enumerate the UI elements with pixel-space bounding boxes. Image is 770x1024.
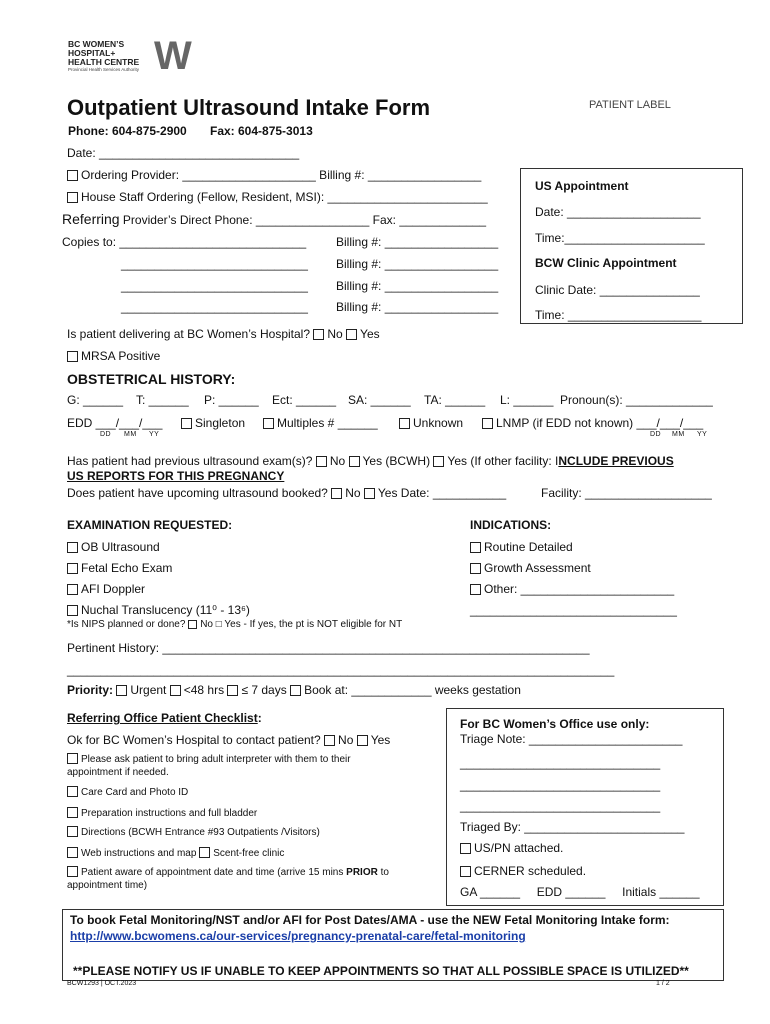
- web-checkbox[interactable]: [67, 847, 78, 858]
- delivering-yes-checkbox[interactable]: [346, 329, 357, 340]
- delivering-question: Is patient delivering at BC Women’s Hospital?: [67, 327, 311, 341]
- aware-line-2: appointment time): [67, 880, 148, 891]
- obstetrical-title: OBSTETRICAL HISTORY:: [67, 371, 236, 387]
- exam-afi-label: AFI Doppler: [81, 582, 146, 596]
- directions-row: [67, 826, 320, 838]
- aware-to: to: [377, 867, 389, 878]
- copies-to-field[interactable]: Copies to: ____________________________: [62, 235, 307, 249]
- ob-ect[interactable]: Ect: ______: [272, 393, 337, 407]
- ind-other-row: [470, 582, 674, 596]
- mrsa-checkbox[interactable]: [67, 351, 78, 362]
- ind-growth-label: Growth Assessment: [484, 561, 591, 575]
- upcoming-row: [67, 486, 506, 500]
- house-staff-checkbox[interactable]: [67, 192, 78, 203]
- us-appointment-date[interactable]: Date: ____________________: [535, 205, 701, 219]
- directions-checkbox[interactable]: [67, 826, 78, 837]
- uspn-row: [460, 841, 563, 855]
- checklist-colon: :: [257, 711, 262, 725]
- logo-mark: W: [154, 34, 188, 78]
- ordering-provider-checkbox[interactable]: [67, 170, 78, 181]
- form-code: BCW1293 | OCT.2023: [67, 980, 137, 987]
- us-reports-note: US REPORTS FOR THIS PREGNANCY: [67, 469, 285, 483]
- ind-routine-row: [470, 540, 573, 554]
- phone: Phone: 604-875-2900: [68, 124, 187, 138]
- copies-blank-2[interactable]: ____________________________: [121, 257, 308, 271]
- ob-p[interactable]: P: ______: [204, 393, 259, 407]
- checklist-title: Referring Office Patient Checklist: [67, 711, 258, 725]
- lnmp-checkbox[interactable]: [482, 418, 493, 429]
- contact-yes-label: Yes: [370, 733, 391, 747]
- ind-other-blank[interactable]: _______________________________: [470, 603, 677, 617]
- scent-checkbox[interactable]: [199, 847, 210, 858]
- logo-line-3: HEALTH CENTRE: [68, 57, 140, 67]
- referring-lead: Referring: [62, 211, 120, 227]
- upcoming-yes-date[interactable]: Yes Date: ___________: [377, 486, 507, 500]
- previous-exam-no-checkbox[interactable]: [316, 456, 327, 467]
- ordering-provider-row: [67, 168, 481, 182]
- delivering-row: [67, 327, 380, 341]
- nips-row: [67, 619, 402, 630]
- priority-7days-label: ≤ 7 days: [241, 683, 287, 697]
- upcoming-no-label: No: [345, 486, 361, 500]
- priority-7days-checkbox[interactable]: [227, 685, 238, 696]
- priority-book-label[interactable]: Book at: ____________ weeks gestation: [304, 683, 521, 697]
- referring-rest: Provider’s Direct Phone: _________________ Fax: _____________: [119, 213, 487, 227]
- previous-exam-row: [67, 454, 674, 468]
- contact-no-checkbox[interactable]: [324, 735, 335, 746]
- upcoming-no-checkbox[interactable]: [331, 488, 342, 499]
- contact-no-label: No: [338, 733, 354, 747]
- page-title: Outpatient Ultrasound Intake Form: [67, 95, 431, 120]
- multiples-label[interactable]: Multiples # ______: [277, 416, 378, 430]
- triage-line-1[interactable]: ______________________________: [460, 756, 661, 770]
- multiples-checkbox[interactable]: [263, 418, 274, 429]
- previous-exam-other-label: Yes (If other facility: I: [447, 454, 559, 468]
- ind-other-label[interactable]: Other: _______________________: [484, 582, 675, 596]
- clinic-time[interactable]: Time: ____________________: [535, 308, 702, 322]
- lnmp-row: [482, 416, 703, 430]
- copies-billing-3[interactable]: Billing #: _________________: [336, 279, 499, 293]
- priority-urgent-label: Urgent: [130, 683, 167, 697]
- triage-line-2[interactable]: ______________________________: [460, 778, 661, 792]
- clinic-date[interactable]: Clinic Date: _______________: [535, 283, 700, 297]
- aware-prior: PRIOR: [346, 867, 378, 878]
- copies-billing-4[interactable]: Billing #: _________________: [336, 300, 499, 314]
- copies-blank-3[interactable]: ____________________________: [121, 279, 308, 293]
- priority-48-label: <48 hrs: [183, 683, 225, 697]
- web-label: Web instructions and map: [81, 848, 197, 859]
- copies-billing-field[interactable]: Billing #: _________________: [336, 235, 499, 249]
- triaged-by[interactable]: Triaged By: ________________________: [460, 820, 685, 834]
- copies-blank-4[interactable]: ____________________________: [121, 300, 308, 314]
- logo-subline: Provincial Health Services Authority: [68, 67, 140, 72]
- priority-urgent-checkbox[interactable]: [116, 685, 127, 696]
- previous-exam-bcwh-label: Yes (BCWH): [362, 454, 431, 468]
- nips-no-checkbox[interactable]: [188, 620, 197, 629]
- us-appointment-time[interactable]: Time:_____________________: [535, 231, 705, 245]
- delivering-no-checkbox[interactable]: [313, 329, 324, 340]
- aware-row: [67, 866, 389, 878]
- upcoming-yes-checkbox[interactable]: [364, 488, 375, 499]
- previous-exam-no-label: No: [329, 454, 346, 468]
- ind-other-checkbox[interactable]: [470, 584, 481, 595]
- care-card-row: [67, 786, 188, 798]
- contact-yes-checkbox[interactable]: [357, 735, 368, 746]
- cerner-label: CERNER scheduled.: [474, 864, 587, 878]
- previous-exam-question: Has patient had previous ultrasound exam(s)?: [67, 454, 313, 468]
- ga-edd-initials[interactable]: GA ______ EDD ______ Initials ______: [460, 885, 700, 899]
- clinic-appointment-title: BCW Clinic Appointment: [535, 256, 677, 270]
- ob-g[interactable]: G: ______: [67, 393, 124, 407]
- uspn-label: US/PN attached.: [474, 841, 564, 855]
- nips-options: No □ Yes - If yes, the pt is NOT eligible for NT: [200, 619, 403, 630]
- interpreter-label: Please ask patient to bring adult interpreter with them to their: [81, 754, 351, 765]
- edd-mm-hint: MM: [124, 431, 137, 438]
- edd-yy-hint: YY: [149, 431, 160, 438]
- interpreter-line-2: appointment if needed.: [67, 767, 169, 778]
- uspn-checkbox[interactable]: [460, 843, 471, 854]
- exam-echo-label: Fetal Echo Exam: [81, 561, 173, 575]
- triage-line-3[interactable]: ______________________________: [460, 799, 661, 813]
- lnmp-dd-hint: DD: [650, 431, 662, 438]
- exam-nuchal-row: [67, 603, 250, 617]
- edd-dd-hint: DD: [100, 431, 112, 438]
- priority-48-checkbox[interactable]: [170, 685, 181, 696]
- unknown-row: [399, 416, 463, 430]
- ordering-provider-label[interactable]: Ordering Provider: ____________________ Billing #: _________________: [81, 168, 482, 182]
- prep-label: Preparation instructions and full bladder: [81, 808, 258, 819]
- unknown-label: Unknown: [413, 416, 464, 430]
- ind-routine-checkbox[interactable]: [470, 542, 481, 553]
- exam-echo-row: [67, 561, 172, 575]
- upcoming-question: Does patient have upcoming ultrasound booked?: [67, 486, 328, 500]
- fetal-monitoring-text: To book Fetal Monitoring/NST and/or AFI for Post Dates/AMA - use the NEW Fetal Monitoring Intake form:: [70, 913, 670, 927]
- page-number: 1 / 2: [656, 980, 670, 987]
- interpreter-checkbox[interactable]: [67, 753, 78, 764]
- ob-t[interactable]: T: ______: [136, 393, 189, 407]
- lnmp-mm-hint: MM: [672, 431, 685, 438]
- pertinent-history[interactable]: Pertinent History: ________________________________________________________________: [67, 641, 590, 655]
- delivering-yes-label: Yes: [360, 327, 380, 341]
- office-title: For BC Women’s Office use only:: [460, 717, 650, 731]
- copies-billing-2[interactable]: Billing #: _________________: [336, 257, 499, 271]
- exam-ob-row: [67, 540, 160, 554]
- care-card-checkbox[interactable]: [67, 786, 78, 797]
- mrsa-label: MRSA Positive: [81, 349, 161, 363]
- house-staff-label[interactable]: House Staff Ordering (Fellow, Resident, MSI): ________________________: [81, 190, 488, 204]
- triage-note[interactable]: Triage Note: _______________________: [460, 732, 683, 746]
- directions-label: Directions (BCWH Entrance #93 Outpatients /Visitors): [81, 827, 320, 838]
- exam-ob-checkbox[interactable]: [67, 542, 78, 553]
- exam-nuchal-checkbox[interactable]: [67, 605, 78, 616]
- contact-question: Ok for BC Women’s Hospital to contact patient?: [67, 733, 321, 747]
- lnmp-label[interactable]: LNMP (if EDD not known) ___/___/___: [496, 416, 704, 430]
- referring-provider-row[interactable]: [62, 211, 486, 227]
- ind-growth-checkbox[interactable]: [470, 563, 481, 574]
- pertinent-history-line-2[interactable]: __________________________________________________________________________________: [67, 663, 615, 677]
- web-row: [67, 847, 284, 859]
- exam-afi-checkbox[interactable]: [67, 584, 78, 595]
- cerner-row: [460, 864, 586, 878]
- patient-label: PATIENT LABEL: [589, 99, 671, 111]
- ob-sa[interactable]: SA: ______: [348, 393, 411, 407]
- multiples-row: [263, 416, 378, 430]
- aware-label: Patient aware of appointment date and time (arrive 15 mins: [81, 867, 347, 878]
- singleton-label: Singleton: [195, 416, 246, 430]
- nips-question: *Is NIPS planned or done?: [67, 619, 186, 630]
- previous-exam-bcwh-checkbox[interactable]: [349, 456, 360, 467]
- priority-row: [67, 683, 521, 697]
- logo: [68, 34, 208, 82]
- unknown-checkbox[interactable]: [399, 418, 410, 429]
- ind-growth-row: [470, 561, 591, 575]
- edd-field[interactable]: EDD ___/___/___: [67, 416, 163, 430]
- exam-afi-row: [67, 582, 145, 596]
- mrsa-row: [67, 349, 160, 363]
- ob-ta[interactable]: TA: ______: [424, 393, 486, 407]
- prep-row: [67, 807, 257, 819]
- care-card-label: Care Card and Photo ID: [81, 787, 189, 798]
- indications-title: INDICATIONS:: [470, 518, 552, 532]
- interpreter-row: [67, 753, 351, 765]
- ob-pronouns[interactable]: Pronoun(s): _____________: [560, 393, 713, 407]
- us-appointment-title: US Appointment: [535, 179, 629, 193]
- fetal-monitoring-link[interactable]: http://www.bcwomens.ca/our-services/pregnancy-prenatal-care/fetal-monitoring: [70, 929, 526, 943]
- singleton-checkbox[interactable]: [181, 418, 192, 429]
- fax: Fax: 604-875-3013: [210, 124, 313, 138]
- lnmp-yy-hint: YY: [697, 431, 708, 438]
- priority-book-checkbox[interactable]: [290, 685, 301, 696]
- aware-checkbox[interactable]: [67, 866, 78, 877]
- ind-routine-label: Routine Detailed: [484, 540, 573, 554]
- contact-row: [67, 733, 390, 747]
- previous-exam-other-note: NCLUDE PREVIOUS: [558, 454, 674, 468]
- logo-line-1: BC WOMEN’S: [68, 39, 125, 49]
- prep-checkbox[interactable]: [67, 807, 78, 818]
- previous-exam-other-checkbox[interactable]: [433, 456, 444, 467]
- checklist-title-row: [67, 711, 262, 725]
- house-staff-row: [67, 190, 488, 204]
- date-field[interactable]: Date: ______________________________: [67, 146, 300, 160]
- priority-label: Priority:: [67, 683, 114, 697]
- exam-nuchal-label: Nuchal Translucency (11⁰ - 13⁶): [81, 603, 250, 617]
- exam-title: EXAMINATION REQUESTED:: [67, 518, 233, 532]
- upcoming-facility[interactable]: Facility: ___________________: [541, 486, 712, 500]
- cerner-checkbox[interactable]: [460, 866, 471, 877]
- singleton-row: [181, 416, 245, 430]
- ob-l[interactable]: L: ______: [500, 393, 554, 407]
- scent-label: Scent-free clinic: [213, 848, 285, 859]
- exam-echo-checkbox[interactable]: [67, 563, 78, 574]
- logo-line-2: HOSPITAL+: [68, 48, 116, 58]
- notify-text: **PLEASE NOTIFY US IF UNABLE TO KEEP APPOINTMENTS SO THAT ALL POSSIBLE SPACE IS UTILIZED**: [73, 964, 689, 978]
- exam-ob-label: OB Ultrasound: [81, 540, 160, 554]
- delivering-no-label: No: [327, 327, 343, 341]
